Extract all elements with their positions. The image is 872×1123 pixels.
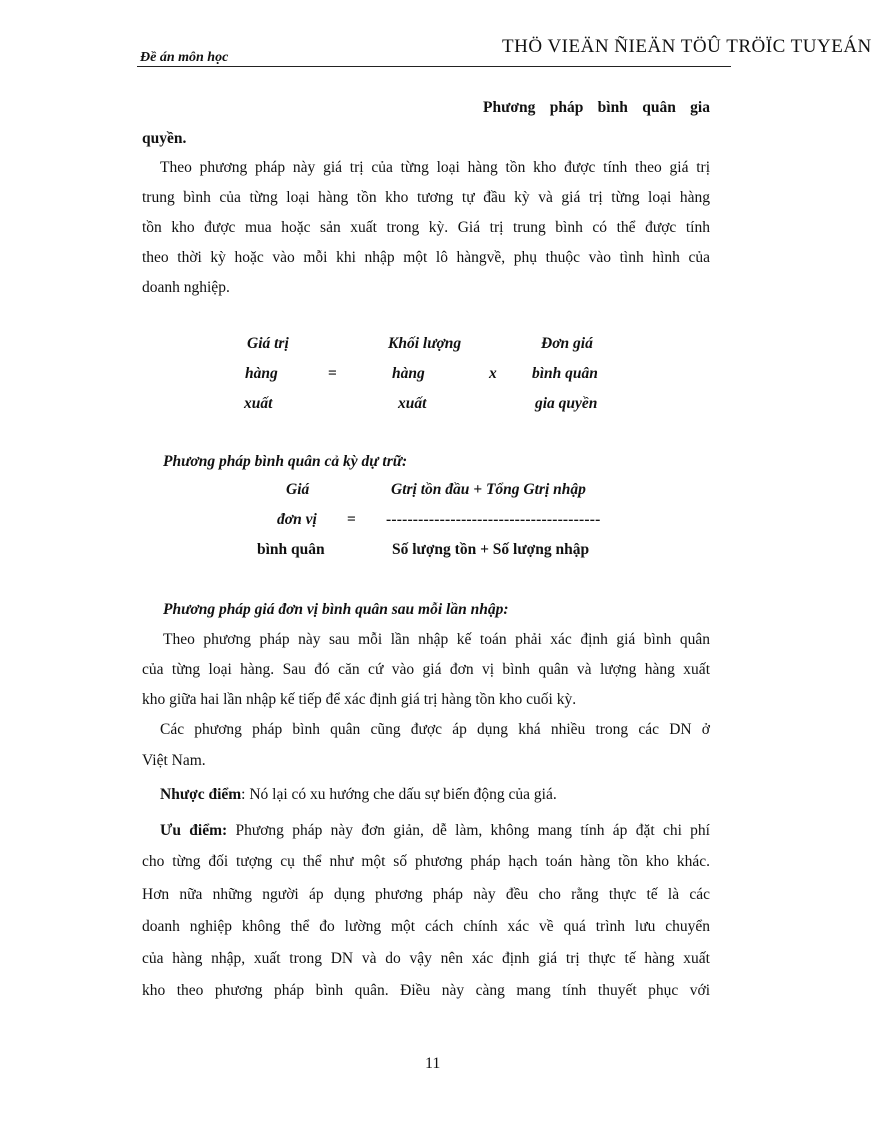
strength-label: Ưu điểm: (160, 822, 228, 839)
paragraph-line: của hàng nhập, xuất trong DN và do vậy nên xác định giá trị thực tế hàng xuất (142, 950, 710, 967)
paragraph-line: Hơn nữa những người áp dụng phương pháp này đều cho rằng thực tế là các (142, 886, 710, 903)
fraction-divider: ---------------------------------------- (386, 511, 601, 528)
formula-numerator: Gtrị tồn đầu + Tổng Gtrị nhập (391, 481, 586, 498)
paragraph-line: Các phương pháp bình quân cũng được áp dụng khá nhiều trong các DN ở (160, 721, 710, 738)
paragraph-line: doanh nghiệp không thể đo lường một cách chính xác về quá trình lưu chuyển (142, 918, 710, 935)
section-heading-periodic-average: Phương pháp bình quân cả kỳ dự trữ: (163, 453, 408, 470)
paragraph-line: kho theo phương pháp bình quân. Điều này càng mang tính thuyết phục với (142, 982, 710, 999)
paragraph-line: trung bình của từng loại hàng tồn kho tương tự đầu kỳ và giá trị từng loại hàng (142, 189, 710, 206)
paragraph-line: tồn kho được mua hoặc sản xuất trong kỳ. Giá trị trung bình có thể được tính (142, 219, 710, 236)
header-divider (137, 66, 731, 67)
formula-term: hàng (392, 365, 425, 382)
strength-text: Phương pháp này đơn giản, dễ làm, không mang tính áp đặt chi phí (227, 822, 710, 839)
formula-term: xuất (244, 395, 273, 412)
page-number: 11 (425, 1055, 441, 1072)
paragraph-line: Việt Nam. (142, 752, 206, 769)
paragraph-line: cho từng đối tượng cụ thể như một số phương pháp hạch toán hàng tồn kho khác. (142, 853, 710, 870)
formula-term: đơn vị (277, 511, 317, 528)
paragraph-line: của từng loại hàng. Sau đó căn cứ vào giá đơn vị bình quân và lượng hàng xuất (142, 661, 710, 678)
formula-denominator: Số lượng tồn + Số lượng nhập (392, 541, 590, 558)
paragraph-line: Theo phương pháp này sau mỗi lần nhập kế toán phải xác định giá bình quân (163, 631, 710, 648)
weakness-line (160, 786, 557, 804)
formula-term: hàng (245, 365, 278, 382)
equals-sign: = (328, 365, 337, 382)
paragraph-line: kho giữa hai lần nhập kế tiếp để xác định giá trị hàng tồn kho cuối kỳ. (142, 691, 577, 708)
header-library-title: THÖ VIEÄN ÑIEÄN TÖÛ TRÖÏC TUYEÁN (502, 36, 872, 57)
weakness-label: Nhược điểm (160, 786, 242, 803)
formula-term: Khối lượng (388, 335, 462, 352)
formula-term: xuất (398, 395, 427, 412)
equals-sign: = (347, 511, 356, 528)
paragraph-line: doanh nghiệp. (142, 279, 230, 296)
formula-term: Giá trị (247, 335, 289, 352)
formula-term: gia quyền (535, 395, 598, 412)
section-heading-weighted-average: Phương pháp bình quân gia (483, 99, 710, 116)
section-heading-weighted-average-cont: quyền. (142, 130, 187, 147)
formula-term: Đơn giá (541, 335, 593, 352)
formula-term: bình quân (532, 365, 598, 382)
times-sign: x (489, 365, 497, 382)
section-heading-moving-average: Phương pháp giá đơn vị bình quân sau mỗi lần nhập: (163, 601, 509, 618)
weakness-text: : Nó lại có xu hướng che dấu sự biến động của giá. (241, 786, 557, 803)
header-course-label: Đề án môn học (140, 50, 229, 65)
strength-line (160, 822, 710, 840)
paragraph-line: theo thời kỳ hoặc vào mỗi khi nhập một lô hàngvề, phụ thuộc vào tình hình của (142, 249, 710, 266)
formula-term: bình quân (257, 541, 325, 558)
formula-term: Giá (286, 481, 310, 498)
paragraph-line: Theo phương pháp này giá trị của từng loại hàng tồn kho được tính theo giá trị (160, 159, 710, 176)
